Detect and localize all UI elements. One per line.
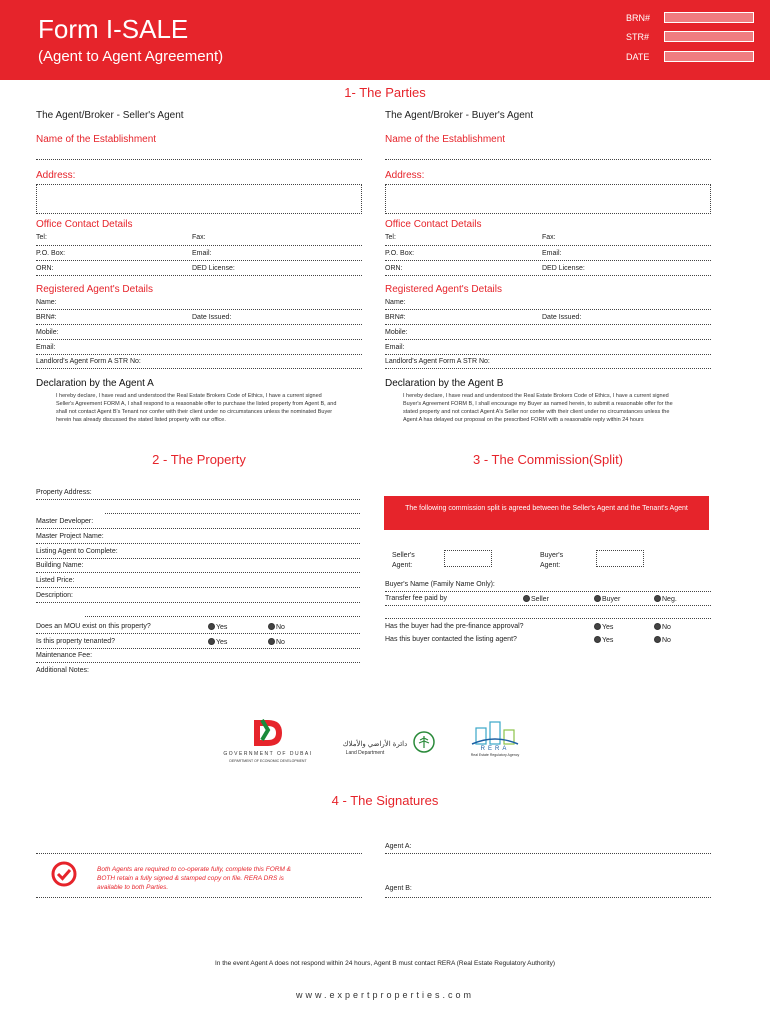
buyer-name-family-label: Buyer's Name (Family Name Only):: [385, 581, 495, 588]
mou-divider: [36, 633, 360, 634]
signatures-note: Both Agents are required to co-operate fully, complete this FORM & BOTH retain a fully signed & stamped copy on file. RERA DRS is available to both Parties.: [97, 866, 292, 891]
seller-orn-field[interactable]: [36, 275, 362, 276]
buyer-name-field[interactable]: [385, 309, 711, 310]
buyer-agent-email-field[interactable]: [385, 354, 711, 355]
radio-icon: [208, 638, 215, 645]
form-header: [0, 0, 770, 80]
buyer-agent-split-label: Buyer's Agent:: [540, 552, 564, 569]
master-developer-label: Master Developer:: [36, 518, 94, 525]
agent-b-label: Agent B:: [385, 885, 412, 892]
buyer-email-label: Email:: [542, 250, 562, 257]
form-subtitle: (Agent to Agent Agreement): [38, 48, 224, 65]
description-field[interactable]: [36, 602, 360, 603]
tenanted-yes-label: Yes: [216, 639, 228, 646]
buyer-name-label: Name:: [385, 299, 406, 306]
maintenance-fee-label: Maintenance Fee:: [36, 652, 93, 659]
seller-pobox-label: P.O. Box:: [36, 250, 66, 257]
master-project-label: Master Project Name:: [36, 533, 104, 540]
transfer-seller-option[interactable]: [523, 595, 549, 603]
form-title: Form I-SALE: [38, 14, 189, 44]
buyer-office-contact-label: Office Contact Details: [385, 219, 482, 230]
str-label: STR#: [626, 32, 650, 42]
contacted-no-option[interactable]: [654, 636, 671, 644]
seller-registered-agent-label: Registered Agent's Details: [36, 284, 153, 295]
mou-no-option[interactable]: [268, 623, 285, 631]
seller-email-label: Email:: [192, 250, 212, 257]
pre-finance-question: Has the buyer had the pre-finance approval?: [385, 623, 524, 630]
seller-agent-split-label: Seller's Agent:: [392, 552, 415, 569]
additional-notes-label: Additional Notes:: [36, 667, 89, 674]
buyer-agent-heading: The Agent/Broker - Buyer's Agent: [385, 110, 534, 121]
buyer-form-ref-field[interactable]: [385, 368, 711, 369]
description-field-2[interactable]: [85, 616, 360, 617]
building-name-label: Building Name:: [36, 562, 84, 569]
contacted-yes-label: Yes: [602, 637, 614, 644]
tenanted-no-label: No: [276, 639, 285, 646]
buyer-brn-label: BRN#:: [385, 314, 406, 321]
seller-form-ref-label: Landlord's Agent Form A STR No:: [36, 358, 141, 365]
radio-icon: [268, 623, 275, 630]
seller-form-ref-field[interactable]: [36, 368, 362, 369]
buyer-brn-field[interactable]: [385, 324, 711, 325]
maintenance-fee-field[interactable]: [36, 662, 360, 663]
website-link[interactable]: www.expertproperties.com: [295, 990, 475, 1000]
buyer-agent-split-field[interactable]: [596, 550, 644, 567]
property-address-field-2[interactable]: [105, 513, 360, 514]
seller-office-contact-label: Office Contact Details: [36, 219, 133, 230]
seller-agent-split-field[interactable]: [444, 550, 492, 567]
seller-mobile-field[interactable]: [36, 339, 362, 340]
signature-line-left: [36, 853, 362, 854]
pre-finance-yes-label: Yes: [602, 624, 614, 631]
agent-a-signature-field[interactable]: [385, 853, 711, 854]
mou-yes-option[interactable]: [208, 623, 227, 631]
radio-icon: [654, 623, 661, 630]
seller-date-issued-label: Date Issued:: [192, 314, 232, 321]
tenanted-no-option[interactable]: [268, 638, 285, 646]
commission-divider: [385, 618, 711, 619]
seller-name-label: Name:: [36, 299, 57, 306]
seller-name-field[interactable]: [36, 309, 362, 310]
buyer-tel-field[interactable]: [385, 245, 711, 246]
mou-question: Does an MOU exist on this property?: [36, 623, 151, 630]
decl-a-text: I hereby declare, I have read and understood the Real Estate Brokers Code of Ethics, I have a current signed Seller's Agreement FORM A, I shall respond to a reasonable offer to purchase the listed property from Agent B, and shall not contact Agent B's Tenant nor confer with their client under no circumstances unless the nominated Buyer herein has already discussed the stated listed property with our office.: [56, 393, 337, 423]
buyer-mobile-label: Mobile:: [385, 329, 408, 336]
contacted-question: Has this buyer contacted the listing agent?: [385, 636, 517, 643]
building-name-field[interactable]: [36, 572, 360, 573]
land-dept-text: Land Department: [345, 750, 385, 756]
buyer-fax-label: Fax:: [542, 234, 556, 241]
seller-tel-label: Tel:: [36, 234, 47, 241]
commission-title: 3 - The Commission(Split): [472, 452, 624, 467]
seller-address-label: Address:: [36, 170, 76, 181]
seller-orn-label: ORN:: [36, 265, 54, 272]
land-dept-arabic: دائرة الأراضي والأملاك: [342, 741, 408, 748]
date-label: DATE: [626, 52, 650, 62]
seller-tel-field[interactable]: [36, 245, 362, 246]
seller-brn-label: BRN#:: [36, 314, 57, 321]
rera-building-icon: [470, 718, 520, 746]
buyer-establishment-label: Name of the Establishment: [385, 134, 506, 145]
tenanted-question: Is this property tenanted?: [36, 638, 115, 645]
buyer-registered-agent-label: Registered Agent's Details: [385, 284, 502, 295]
seller-agent-email-label: Email:: [36, 344, 56, 351]
check-badge-icon: [51, 861, 77, 892]
seller-mobile-label: Mobile:: [36, 329, 59, 336]
buyer-agent-email-label: Email:: [385, 344, 405, 351]
government-of-dubai-logo: [248, 718, 290, 753]
seller-ded-label: DED License:: [192, 265, 235, 272]
date-field[interactable]: [664, 51, 754, 62]
seller-address-field[interactable]: [36, 184, 362, 214]
radio-icon: [523, 595, 530, 602]
transfer-neg-option[interactable]: [654, 595, 677, 603]
pre-finance-no-option[interactable]: [654, 623, 671, 631]
decl-b-heading: Declaration by the Agent B: [385, 378, 504, 389]
parties-title: 1- The Parties: [344, 85, 426, 100]
radio-icon: [654, 595, 661, 602]
commission-banner: The following commission split is agreed between the Seller's Agent and the Tenant's Agent: [384, 496, 709, 530]
brn-label: BRN#: [626, 13, 651, 23]
ded-logo-mark: [248, 718, 290, 748]
buyer-form-ref-label: Landlord's Agent Form A STR No:: [385, 358, 490, 365]
buyer-orn-label: ORN:: [385, 265, 403, 272]
seller-agent-heading: The Agent/Broker - Seller's Agent: [36, 110, 184, 121]
contacted-yes-option[interactable]: [594, 636, 613, 644]
property-address-field[interactable]: [36, 499, 360, 500]
property-title: 2 - The Property: [152, 452, 246, 467]
pre-finance-no-label: No: [662, 624, 671, 631]
rera-subtext: Real Estate Regulatory Agency: [470, 753, 520, 757]
radio-icon: [208, 623, 215, 630]
listed-price-field[interactable]: [36, 587, 360, 588]
transfer-buyer-label: Buyer: [602, 596, 621, 603]
master-project-field[interactable]: [36, 543, 360, 544]
listed-price-label: Listed Price:: [36, 577, 75, 584]
transfer-fee-divider: [385, 605, 711, 606]
buyer-pobox-label: P.O. Box:: [385, 250, 415, 257]
listing-agent-label: Listing Agent to Complete:: [36, 548, 118, 555]
buyer-mobile-field[interactable]: [385, 339, 711, 340]
tenanted-yes-option[interactable]: [208, 638, 227, 646]
description-label: Description:: [36, 592, 73, 599]
listing-agent-field[interactable]: [36, 558, 360, 559]
radio-icon: [594, 595, 601, 602]
rera-text: RERA: [480, 746, 510, 752]
signatures-title: 4 - The Signatures: [331, 793, 439, 808]
contacted-no-label: No: [662, 637, 671, 644]
buyer-ded-label: DED License:: [542, 265, 585, 272]
agent-b-signature-field[interactable]: [385, 897, 711, 898]
transfer-neg-label: Neg.: [662, 596, 677, 603]
agent-a-label: Agent A:: [385, 843, 412, 850]
radio-icon: [654, 636, 661, 643]
buyer-date-issued-label: Date Issued:: [542, 314, 582, 321]
decl-b-text: I hereby declare, I have read and understood the Real Estate Brokers Code of Ethics, I have a current signed Buyer's Agreement FORM B, I shall encourage my Buyer as named herein, to submit a reasonable offer for the stated property and not contact Agent A's Seller nor confer with their client under no circumstances unless the Agent A has delayed our proposal on the prescribed FORM with a reasonable reply within 24 hours: [403, 393, 673, 423]
land-dept-emblem: [412, 730, 436, 759]
buyer-address-field[interactable]: [385, 184, 711, 214]
pre-finance-yes-option[interactable]: [594, 623, 613, 631]
signature-line-left-2: [36, 897, 362, 898]
radio-icon: [594, 623, 601, 630]
gov-dubai-text: GOVERNMENT OF DUBAI: [223, 751, 313, 757]
rera-contact-notice: In the event Agent A does not respond within 24 hours, Agent B must contact RERA (Real Estate Regulatory Authority): [214, 960, 555, 967]
property-address-label: Property Address:: [36, 489, 92, 496]
tenanted-divider: [36, 648, 360, 649]
decl-a-heading: Declaration by the Agent A: [36, 378, 154, 389]
buyer-address-label: Address:: [385, 170, 425, 181]
seller-brn-field[interactable]: [36, 324, 362, 325]
seller-fax-label: Fax:: [192, 234, 206, 241]
seller-agent-email-field[interactable]: [36, 354, 362, 355]
transfer-seller-label: Seller: [531, 596, 549, 603]
transfer-fee-label: Transfer fee paid by: [385, 595, 447, 602]
mou-no-label: No: [276, 624, 285, 631]
gov-dubai-subtext: DEPARTMENT OF ECONOMIC DEVELOPMENT: [229, 759, 307, 763]
radio-icon: [594, 636, 601, 643]
buyer-name-family-field[interactable]: [385, 591, 711, 592]
seller-establishment-label: Name of the Establishment: [36, 134, 157, 145]
buyer-tel-label: Tel:: [385, 234, 396, 241]
radio-icon: [268, 638, 275, 645]
transfer-buyer-option[interactable]: [594, 595, 620, 603]
master-developer-field[interactable]: [36, 528, 360, 529]
buyer-orn-field[interactable]: [385, 275, 711, 276]
seller-establishment-field[interactable]: [36, 159, 362, 160]
buyer-establishment-field[interactable]: [385, 159, 711, 160]
buyer-pobox-field[interactable]: [385, 260, 711, 261]
brn-field[interactable]: [664, 12, 754, 23]
str-field[interactable]: [664, 31, 754, 42]
seller-pobox-field[interactable]: [36, 260, 362, 261]
palm-emblem-icon: [412, 730, 436, 754]
mou-yes-label: Yes: [216, 624, 228, 631]
